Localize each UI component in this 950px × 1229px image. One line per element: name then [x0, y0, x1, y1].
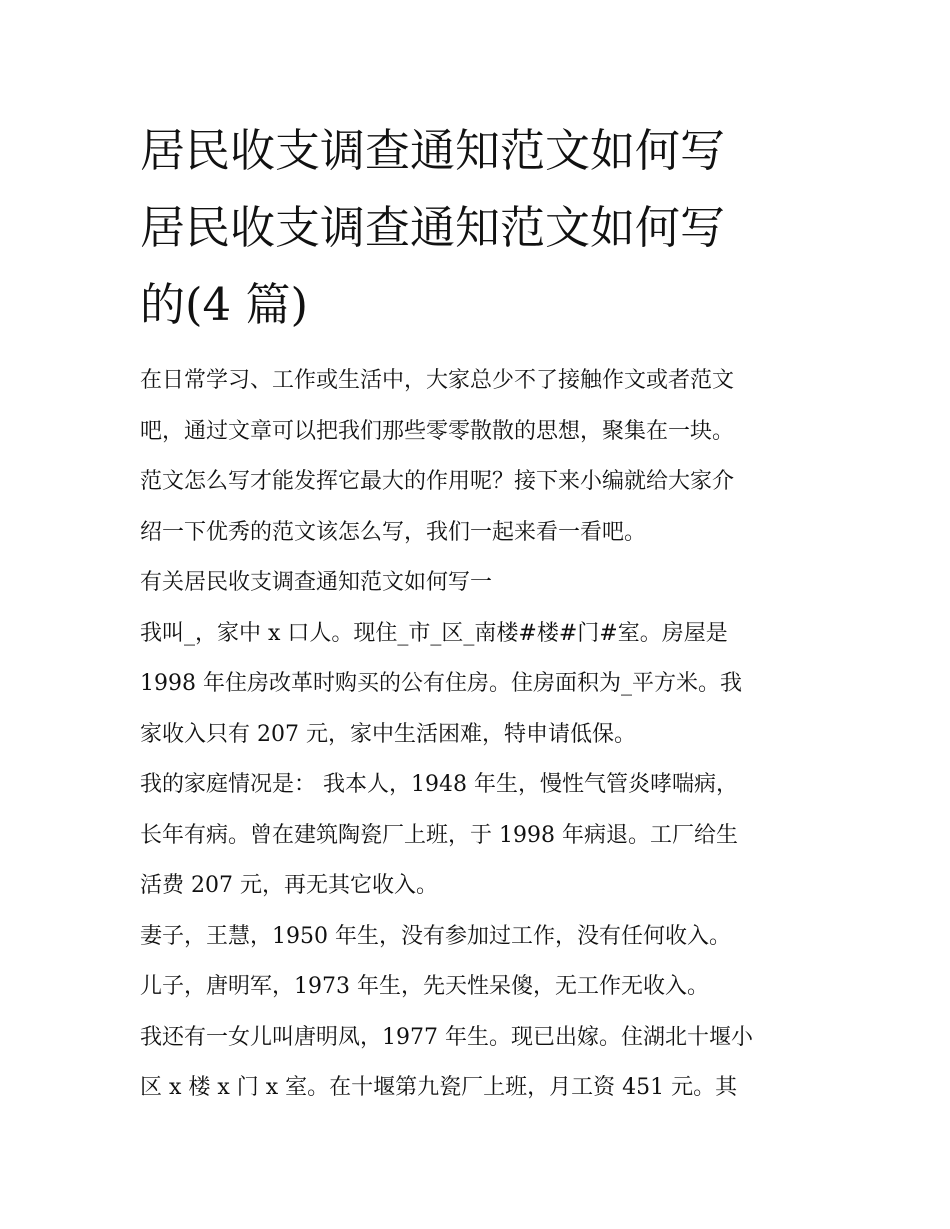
body-line: 区 x 楼 x 门 x 室。在十堰第九瓷厂上班，月工资 451 元。其: [140, 1075, 738, 1100]
body-line: 活费 207 元，再无其它收入。: [140, 873, 438, 898]
body-line: 我还有一女儿叫唐明凤，1977 年生。现已出嫁。住湖北十堰小: [140, 1024, 753, 1050]
section-heading: 有关居民收支调查通知范文如何写一: [140, 570, 493, 595]
document-title: [140, 112, 820, 343]
body-line: 1998 年住房改革时购买的公有住房。住房面积为_平方米。我: [140, 671, 742, 696]
body-line: 我叫_，家中 x 口人。现住_市_区_南楼#楼#门#室。房屋是: [140, 620, 728, 646]
title-line: 的(4 篇): [140, 278, 309, 331]
title-line: 居民收支调查通知范文如何写: [140, 124, 726, 177]
document-body: [140, 356, 820, 1114]
body-line: 儿子，唐明军，1973 年生，先天性呆傻，无工作无收入。: [140, 974, 709, 999]
body-line: 我的家庭情况是： 我本人，1948 年生，慢性气管炎哮喘病，: [140, 772, 738, 797]
body-line: 在日常学习、工作或生活中，大家总少不了接触作文或者范文: [140, 368, 735, 393]
body-line: 范文怎么写才能发挥它最大的作用呢？接下来小编就给大家介: [140, 469, 735, 494]
body-line: 绍一下优秀的范文该怎么写，我们一起来看一看吧。: [140, 519, 647, 545]
body-line: 长年有病。曾在建筑陶瓷厂上班，于 1998 年病退。工厂给生: [140, 822, 738, 848]
document-page: [140, 112, 820, 1114]
body-line: 妻子，王慧，1950 年生，没有参加过工作，没有任何收入。: [140, 923, 731, 949]
body-line: 吧，通过文章可以把我们那些零零散散的思想，聚集在一块。: [140, 418, 735, 444]
body-line: 家收入只有 207 元，家中生活困难，特申请低保。: [140, 721, 636, 747]
title-line: 居民收支调查通知范文如何写: [140, 201, 726, 254]
